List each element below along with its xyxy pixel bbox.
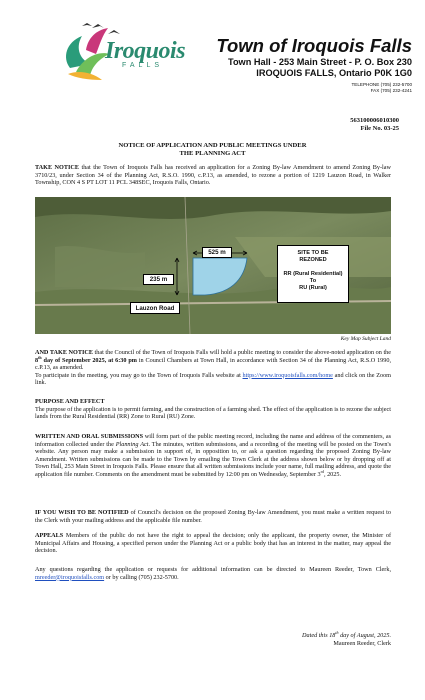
meeting-text-2: in Council Chambers at Town Hall, in accordance with Section 34 of the Planning Act, R.S.O 1990, c.P.13, as amended. [35,356,391,372]
dated-suffix: day of August, 2025. [338,632,391,639]
take-notice-paragraph [35,164,391,187]
notified-paragraph [35,509,391,524]
submissions-paragraph [35,433,391,479]
road-label: Lauzon Road [130,302,180,314]
dated-signature [302,629,391,647]
notified-lead: IF YOU WISH TO BE NOTIFIED [35,509,129,516]
inquiries-text-2: or by calling (705) 232-5700. [104,573,179,581]
appeals-text: Members of the public do not have the right to appeal the decision; only the applicant, the property owner, the Minister of Municipal Affairs and Housing, a specified person under the Planning Act or a public body that has an interest in the matter, may appeal the decision. [35,532,391,555]
height-label: 235 m [143,274,174,285]
submissions-text-1: will form part of the public meeting record, including the name and address of the commenters, as information collected under the [35,433,391,448]
purpose-text: The purpose of the application is to permit farming, and the construction of a farming shed. The effect of the application is to rezone the subject lands from the Rural Residential (RR) Zone to Rural (RU) Zone. [35,405,391,421]
logo-wordmark: Iroquois [105,38,186,64]
meeting-date-rest: day of September 2025, at 6:30 pm [41,356,137,364]
appeals-paragraph [35,532,391,555]
inquiries-text-1: Any questions regarding the application or requests for additional information can be directed to Maureen Reeder, Town Clerk, [35,566,391,573]
participate-text: To participate in the meeting, you may go to the Town of Iroquois Falls website at [35,371,241,379]
inquiries-paragraph [35,566,391,581]
dated-sup: th [335,629,339,635]
public-meeting-paragraph [35,349,391,387]
signer: Maureen Reeder, Clerk [333,639,391,647]
letterhead [0,0,425,100]
logo-subtitle: FALLS [122,62,164,69]
meeting-date-sup: th [38,354,42,360]
meeting-text-1: that the Council of the Town of Iroquois Falls will hold a public meeting to consider the above-noted application on the [92,349,392,356]
submissions-lead: WRITTEN AND ORAL SUBMISSIONS [35,433,144,440]
purpose-section [35,398,391,421]
take-notice-text: that the Town of Iroquois Falls has received an application for a Zoning By-law Amendment to amend Zoning By-law 3710/23, under Section 34 of the Planning Act, R.S.O. 1990, c.P.13, as amended, to rezone a portion of 1219 Lauzon Road, in Walker Township, CON 4 S PT LOT 11 PCL 348SEC, Iroquois Falls, Ontario. [35,164,391,187]
file-reference [350,117,399,133]
map-caption: Key Map Subject Land [340,336,391,342]
purpose-title: PURPOSE AND EFFECT [35,398,105,405]
appeals-lead: APPEALS [35,532,64,539]
telephone: TELEPHONE (705) 232-5700 [351,82,412,87]
width-label: 525 m [202,247,232,258]
key-map [35,197,391,334]
roll-number: 563100006010300 [350,117,399,124]
and-take-notice-lead: AND TAKE NOTICE [35,349,93,356]
submissions-sup: rd [320,468,324,474]
take-notice-lead: TAKE NOTICE [35,164,79,171]
address-line-1: Town Hall - 253 Main Street - P. O. Box 230 [228,57,412,67]
notice-heading-line-2: THE PLANNING ACT [179,150,246,157]
file-number: File No. 03-25 [360,125,399,132]
dated-line [302,629,391,640]
dated-prefix: Dated this 18 [302,632,336,639]
site-from-zone: RR (Rural Residential) [283,271,343,277]
notice-heading-line-1: NOTICE OF APPLICATION AND PUBLIC MEETINGS UNDER [118,142,307,149]
rezoning-callout [277,245,349,303]
address-line-2: IROQUOIS FALLS, Ontario P0K 1G0 [256,68,412,78]
submissions-text-3: , 2025. [323,470,341,478]
town-name: Town of Iroquois Falls [216,35,412,56]
site-to-word: To [309,278,317,284]
participate-end: and click on the Zoom link. [35,371,391,387]
site-title-2: REZONED [299,257,327,263]
submissions-text-2: . The minutes, written submissions, and a recording of the meeting will be posted on the Town's website. Any person may make a submission in support of, in opposition to, or ask a question regarding the proposed Zoning By-law Amendment. Written submissions can be made to the Town by emailing the Town Clerk at the address shown below or by dropping off at Town Hall, 253 Main Street in Iroquois Falls. Please ensure that all written submissions include your name, full mailing address, and quote the application file number. Comments on the amendment must be submitted by 12:00 pm on Wednesday, September 3 [35,440,391,478]
planning-act-italic: Planning Act [115,440,149,448]
meeting-date-day: 8 [35,356,39,364]
clerk-email-link[interactable]: mreeder@iroquoisfalls.com [35,573,105,581]
notified-text: of Council's decision on the proposed Zoning By-law Amendment, you must make a written request to the Clerk with your mailing address and the applicable file number. [35,509,391,524]
site-title-1: SITE TO BE [297,250,329,256]
website-link[interactable]: https://www.iroquoisfalls.com/home [242,371,333,379]
site-to-zone: RU (Rural) [299,285,327,291]
fax: FAX (705) 232-4241 [370,88,412,93]
